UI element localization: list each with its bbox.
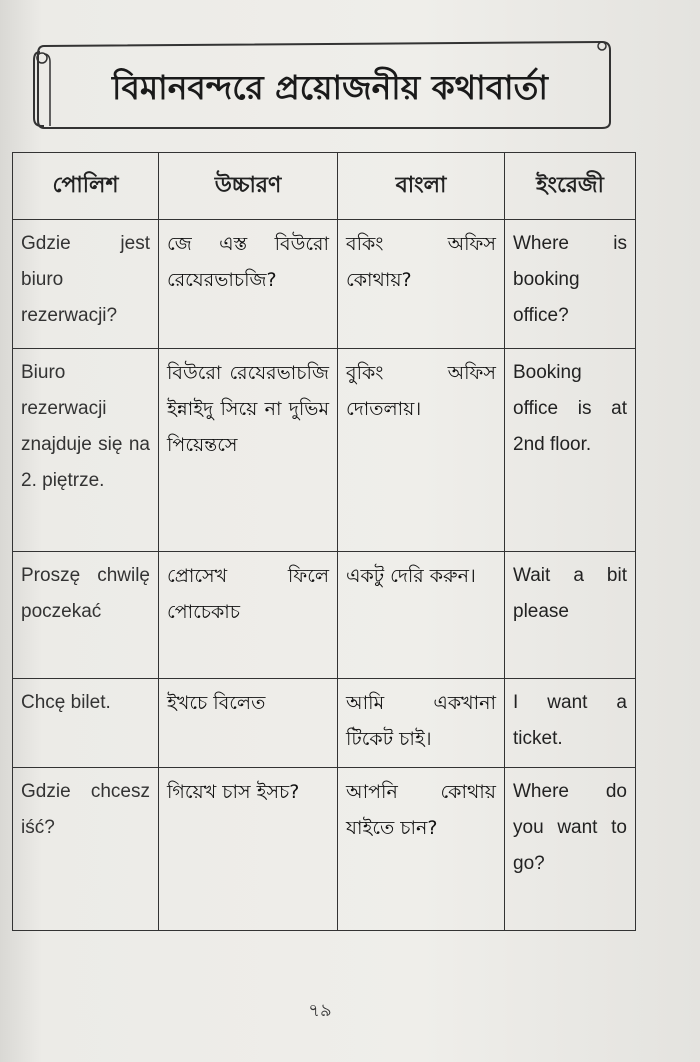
table-row: [13, 349, 636, 552]
table-row: [13, 220, 636, 349]
title-banner: [30, 40, 612, 130]
phrase-table: [12, 152, 636, 931]
english-cell: Booking office is at 2nd floor.: [505, 349, 636, 552]
polish-cell: Proszę chwilę poczekać: [13, 552, 159, 679]
polish-cell: Gdzie jest biuro rezerwacji?: [13, 220, 159, 349]
english-cell: I want a ticket.: [505, 679, 636, 768]
english-cell: Wait a bit please: [505, 552, 636, 679]
bangla-cell: বুকিং অফিস দোতলায়।: [338, 349, 505, 552]
polish-cell: Chcę bilet.: [13, 679, 159, 768]
table-row: [13, 552, 636, 679]
header-pronunciation: উচ্চারণ: [159, 153, 338, 220]
english-cell: Where do you want to go?: [505, 768, 636, 931]
pronunciation-cell: প্রোসেখ ফিলে পোচেকাচ: [159, 552, 338, 679]
page-number: ৭৯: [308, 1000, 332, 1021]
page-title: বিমানবন্দরে প্রয়োজনীয় কথাবার্তা: [112, 68, 548, 107]
pronunciation-cell: বিউরো রেযেরভাচজি ইন্নাইদু সিয়ে না দুভিম পিয়েন্তসে: [159, 349, 338, 552]
table-header-row: [13, 153, 636, 220]
bangla-cell: আপনি কোথায় যাইতে চান?: [338, 768, 505, 931]
polish-cell: Gdzie chcesz iść?: [13, 768, 159, 931]
pronunciation-cell: ইখচে বিলেত: [159, 679, 338, 768]
english-cell: Where is booking office?: [505, 220, 636, 349]
bangla-cell: একটু দেরি করুন।: [338, 552, 505, 679]
polish-cell: Biuro rezerwacji znajduje się na 2. piętrze.: [13, 349, 159, 552]
bangla-cell: আমি একখানা টিকেট চাই।: [338, 679, 505, 768]
table-row: [13, 679, 636, 768]
pronunciation-cell: গিয়েখ চাস ইসচ?: [159, 768, 338, 931]
bangla-cell: বকিং অফিস কোথায়?: [338, 220, 505, 349]
header-english: ইংরেজী: [505, 153, 636, 220]
table-row: [13, 768, 636, 931]
pronunciation-cell: জে এস্ত বিউরো রেযেরভাচজি?: [159, 220, 338, 349]
header-bangla: বাংলা: [338, 153, 505, 220]
header-polish: পোলিশ: [13, 153, 159, 220]
